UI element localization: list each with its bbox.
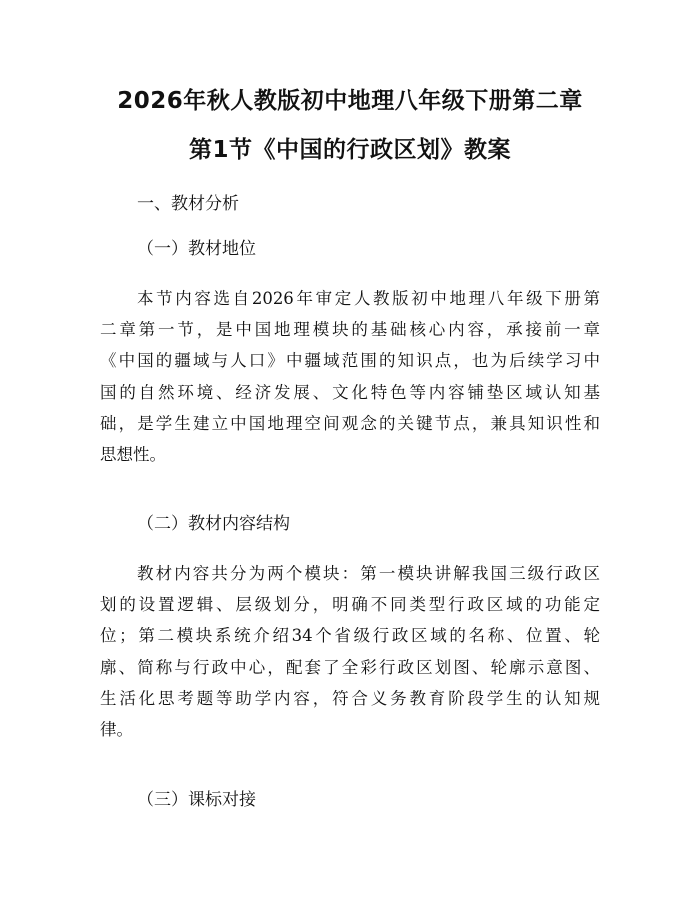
document-title-line-1: 2026年秋人教版初中地理八年级下册第二章 — [117, 88, 583, 114]
paragraph-line: 二章第一节，是中国地理模块的基础核心内容，承接前一章 — [100, 320, 600, 340]
paragraph-line: 思想性。 — [100, 444, 166, 464]
paragraph-line: 本节内容选自2026年审定人教版初中地理八年级下册第 — [137, 289, 600, 308]
paragraph-line: 划的设置逻辑、层级划分，明确不同类型行政区域的功能定 — [100, 595, 600, 615]
paragraph-line: 《中国的疆域与人口》中疆域范围的知识点，也为后续学习中 — [100, 351, 600, 371]
paragraph-line: 律。 — [100, 719, 133, 739]
paragraph-line: 教材内容共分为两个模块：第一模块讲解我国三级行政区 — [137, 564, 600, 583]
section-heading-textbook-analysis: 一、教材分析 — [137, 194, 239, 214]
paragraph-content-structure — [100, 558, 600, 745]
subsection-heading-textbook-position: （一）教材地位 — [137, 239, 256, 259]
paragraph-line: 廓、简称与行政中心，配套了全彩行政区划图、轮廓示意图、 — [100, 657, 600, 677]
paragraph-textbook-position — [100, 283, 600, 470]
paragraph-line: 国的自然环境、经济发展、文化特色等内容铺垫区域认知基 — [100, 382, 600, 402]
paragraph-line: 生活化思考题等助学内容，符合义务教育阶段学生的认知规 — [100, 688, 600, 708]
paragraph-line: 础，是学生建立中国地理空间观念的关键节点，兼具知识性和 — [100, 413, 600, 433]
subsection-heading-curriculum-alignment: （三）课标对接 — [137, 790, 256, 810]
subsection-heading-content-structure: （二）教材内容结构 — [137, 514, 290, 534]
document-title-line-2: 第1节《中国的行政区划》教案 — [188, 137, 511, 163]
paragraph-line: 位；第二模块系统介绍34个省级行政区域的名称、位置、轮 — [100, 626, 600, 646]
